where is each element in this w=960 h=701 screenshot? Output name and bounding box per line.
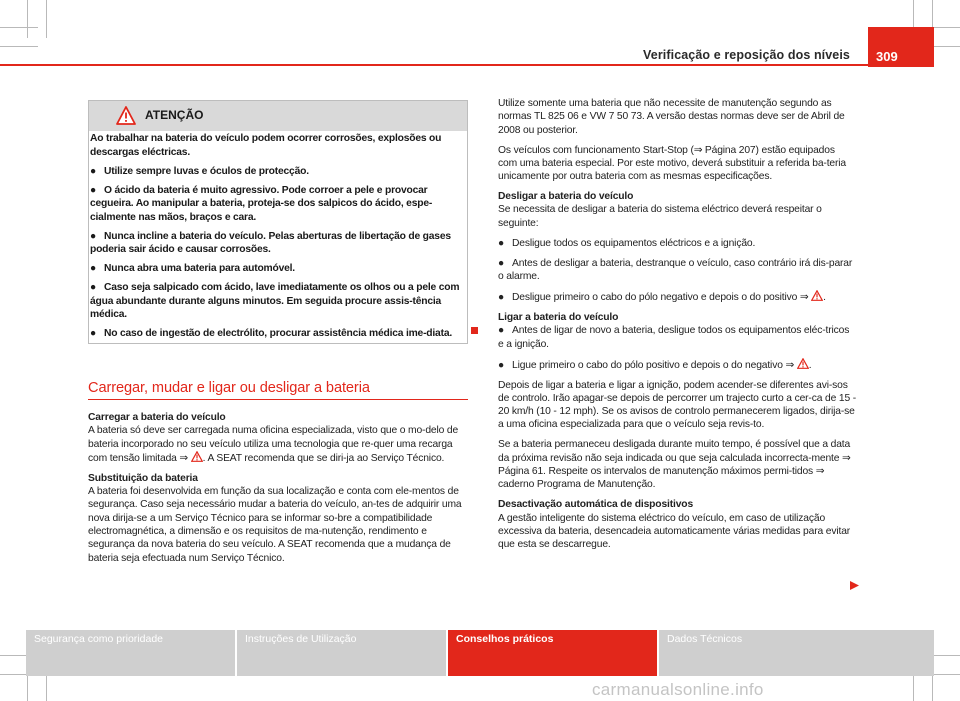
list-item: ● Ligue primeiro o cabo do pólo positivo e depois o do negativo ⇒ . [498,359,812,371]
disconnect-intro: Se necessita de desligar a bateria do sistema eléctrico deverá respeitar o seguinte: [498,204,822,229]
list-item: ● Antes de desligar a bateria, destranque o veículo, caso contrário irá dis-parar o alarme. [498,257,853,283]
charge-heading: Carregar a bateria do veículo [88,412,226,423]
crop-mark [27,0,28,38]
list-item: ● Desligue primeiro o cabo do pólo negativo e depois o do positivo ⇒ . [498,292,826,303]
warning-title: ATENÇÃO [145,108,204,122]
paragraph: A gestão inteligente do sistema eléctrico do veículo, em caso de utilização excessiva da bateria, desencadeia automaticamente várias medidas para evitar que esta se descarregue. [498,512,851,551]
warning-item: ● O ácido da bateria é muito agressivo. Pode corroer a pele e provocar cegueira. Ao manipular a bateria, proteja-se dos salpicos do ácido, espe-cialmente nas mãos, braços e cara. [90,184,433,223]
paragraph: Se a bateria permaneceu desligada durante muito tempo, é possível que a data da próxima revisão não seja indicada ou que seja calculada incorrecta-mente ⇒ Página 61. Respeite os intervalos de manutenção máximos permi-tidos ⇒ caderno Programa de Manutenção. [498,439,851,491]
connect-heading: Ligar a bateria do veículo [498,311,619,323]
footer-tab-practical-advice[interactable]: Conselhos práticos [448,630,657,676]
left-column [88,411,470,572]
section-rule [88,399,468,400]
disconnect-heading: Desligar a bateria do veículo [498,191,634,203]
page-number-box [868,27,934,67]
crop-mark [0,27,38,28]
warning-intro: Ao trabalhar na bateria do veículo podem ocorrer corrosões, explosões ou descargas eléctricas. [90,133,442,158]
watermark: carmanualsonline.info [592,680,764,699]
section-end-marker [471,327,478,334]
warning-item: ● Nunca incline a bateria do veículo. Pelas aberturas de libertação de gases poderia sair ácido e causar corrosões. [90,230,451,256]
paragraph: Os veículos com funcionamento Start-Stop (⇒ Página 207) estão equipados com uma bateria especial. Por este motivo, deverá substituir a referida ba-teria unicamente por outra bateria com as mesmas especificações. [498,144,846,183]
auto-heading: Desactivação automática de dispositivos [498,499,694,511]
right-column [498,97,856,558]
warning-body [89,131,467,341]
warning-item: ● Utilize sempre luvas e óculos de protecção. [90,165,309,177]
warning-triangle-icon [116,106,136,125]
warning-header [89,101,467,131]
list-item: ● Antes de ligar de novo a bateria, desligue todos os equipamentos eléc-tricos e a ignição. [498,325,850,350]
page-number: 309 [876,49,898,64]
warning-item: ● No caso de ingestão de electrólito, procurar assistência médica ime-diata. [90,328,453,340]
header-rule [0,64,868,66]
warning-reference-icon[interactable] [797,358,809,369]
warning-box [88,100,468,344]
warning-reference-icon[interactable] [811,290,823,301]
replace-heading: Substituição da bateria [88,472,198,484]
crop-mark [46,0,47,38]
continue-arrow-icon [850,581,859,590]
paragraph: Depois de ligar a bateria e ligar a ignição, podem acender-se diferentes avi-sos de controlo. Irão apagar-se depois de percorrer um trajecto curto a cer-ca de 15 - 20 km/h (10 - 12 mph). Se os avisos de controlo permanecerem ligados, dirija-se a uma oficina especializada para que o veículo seja revis-to. [498,379,857,431]
charge-paragraph: A bateria só deve ser carregada numa oficina especializada, visto que o mo-delo de bateria incorporado no seu veículo utiliza uma tecnologia que re-quer uma recarga com tensão limitada ⇒ . A SEAT recomenda que se diri-ja ao Serviço Técnico. [88,425,459,464]
footer-tab-instructions[interactable]: Instruções de Utilização [237,630,446,676]
list-item: ● Desligue todos os equipamentos eléctricos e a ignição. [498,237,756,249]
page-header-title: Verificação e reposição dos níveis [643,48,850,62]
warning-reference-icon[interactable] [191,451,203,462]
footer-tab-technical-data[interactable]: Dados Técnicos [659,630,934,676]
crop-mark [0,46,38,47]
paragraph: Utilize somente uma bateria que não necessite de manutenção segundo as normas TL 825 06 e VW 7 50 73. A versão destas normas deve ser de Abril de 2008 ou posterior. [498,98,845,136]
section-title: Carregar, mudar e ligar ou desligar a bateria [88,380,370,396]
footer-tab-safety[interactable]: Segurança como prioridade [26,630,235,676]
replace-paragraph: A bateria foi desenvolvida em função da sua localização e conta com ele-mentos de segurança. Caso seja necessário mudar a bateria do veículo, an-tes de adquirir uma nova dirija-se a um Serviço Técnico para se informar so-bre a compatibilidade electromagnética, a dimensão e os requisitos de ma-nutenção, rendimento e segurança da nova bateria do seu veículo. A SEAT recomenda que a mudança de bateria seja efectuada num Serviço Técnico. [88,486,462,564]
warning-item: ● Nunca abra uma bateria para automóvel. [90,263,295,275]
warning-item: ● Caso seja salpicado com ácido, lave imediatamente os olhos ou a pele com água abundante durante alguns minutos. Em seguida procure assis-tência médica. [90,282,460,321]
